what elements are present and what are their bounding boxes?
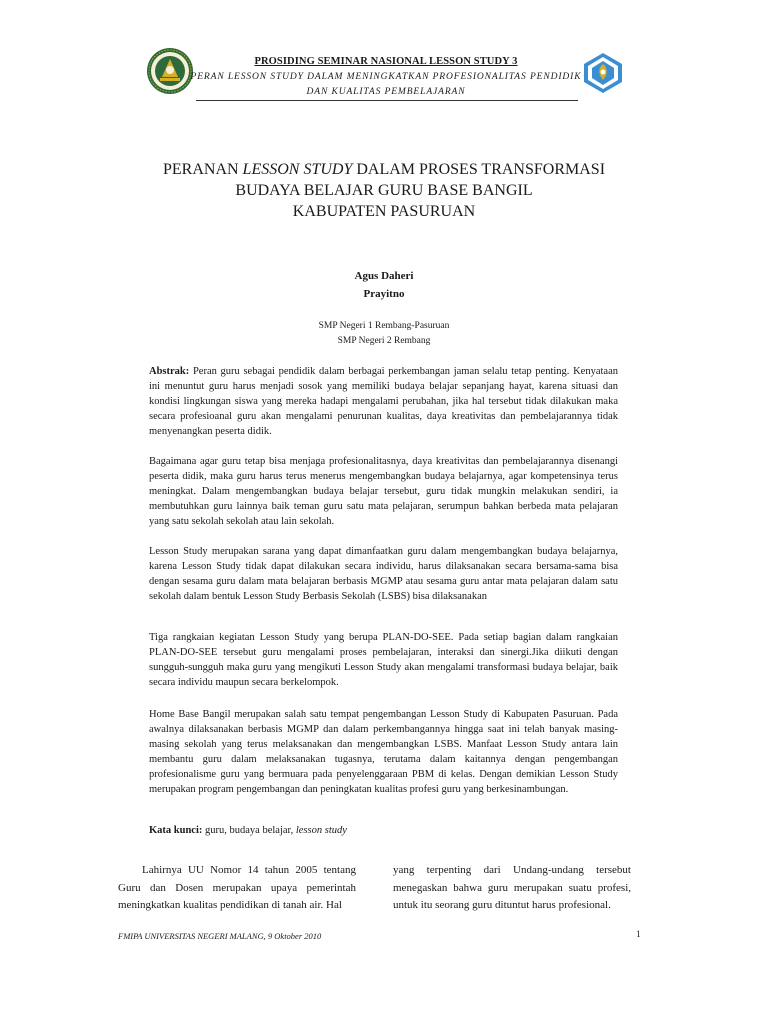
proceedings-title: PROSIDING SEMINAR NASIONAL LESSON STUDY 3: [254, 56, 518, 67]
title-text-c: DALAM PROSES TRANSFORMASI: [352, 161, 606, 178]
page-number: 1: [636, 930, 641, 940]
body-text-left: Lahirnya UU Nomor 14 tahun 2005 tentang Guru dan Dosen merupakan upaya pemerintah meningkatkan kualitas pendidikan di tanah air. Hal: [118, 864, 356, 911]
footer-venue: FMIPA UNIVERSITAS NEGERI MALANG, 9 Oktober 2010: [118, 931, 322, 941]
affiliation: SMP Negeri 2 Rembang: [337, 336, 431, 346]
author-list: [190, 267, 578, 303]
keywords-italic: lesson study: [295, 825, 347, 836]
abstract-paragraph-2: Bagaimana agar guru tetap bisa menjaga profesionalitasnya, daya kreativitas dan pembelajarannya disenangi peserta didik, maka guru harus terus menerus mengembangkan budaya belajarnya, agar kompetensinya terus meningkat. Dalam mengembangkan budaya belajar tersebut, guru tidak mungkin melakukan sendiri, ia membutuhkan guru lainnya baik teman guru satu mata pelajaran, serumpun bahkan berbeda mata pelajaran yang satu sekolah sekolah atau lain sekolah.: [149, 456, 618, 527]
author-name: Prayitno: [363, 288, 405, 300]
tut-wuri-handayani-icon: [582, 52, 624, 94]
keywords-plain: guru, budaya belajar,: [202, 825, 296, 836]
title-text-a: PERANAN: [162, 161, 243, 178]
abstract-paragraph-4: Tiga rangkaian kegiatan Lesson Study yang berupa PLAN-DO-SEE. Pada setiap bagian dalam rangkaian PLAN-DO-SEE tersebut guru mengalami proses pembelajaran, interaksi dan sinergi.Jika diikuti dengan sungguh-sungguh maka guru yang mengikuti Lesson Study akan mengalami transformasi budaya belajar, baik secara individu maupun secara berkelompok.: [149, 632, 618, 688]
title-line-3: KABUPATEN PASURUAN: [292, 203, 476, 220]
title-line-2: BUDAYA BELAJAR GURU BASE BANGIL: [235, 182, 533, 199]
proceedings-theme-line2: DAN KUALITAS PEMBELAJARAN: [306, 87, 466, 97]
header-rule: [196, 100, 578, 101]
affiliation-list: [190, 319, 578, 349]
abstract-text: Peran guru sebagai pendidik dalam berbagai perkembangan jaman selalu tetap penting. Kenyataan ini menuntut guru harus menjadi sosok yang memiliki budaya belajar sepanjang hayat, karena situasi dan kondisi lingkungan siswa yang mereka hadapi mengalami perubahan, jika hal tersebut tidak dilakukan maka secara profesioanal guru akan mengalami penurunan kualitas, daya kreativitas dan pembelajarannya tidak menyenangkan peserta didik.: [149, 366, 618, 437]
author-name: Agus Daheri: [354, 270, 414, 282]
abstract-paragraph-1: [149, 364, 618, 439]
keywords-label: Kata kunci:: [149, 825, 203, 836]
abstract-label: Abstrak:: [149, 366, 190, 377]
university-seal-icon: [146, 47, 194, 95]
title-text-italic: LESSON STUDY: [242, 161, 353, 178]
title-line-1: [100, 159, 668, 180]
abstract-paragraph-3: Lesson Study merupakan sarana yang dapat dimanfaatkan guru dalam mengembangkan budaya belajarnya, karena Lesson Study tidak dapat dilakukan secara individu, harus dilaksanakan secara bersama-sama bisa dengan sesama guru dalam mata belajaran berbasis MGMP atau sesama guru antar mata pelajaran dalam satu sekolah dalam bentuk Lesson Study Berbasis Sekolah (LSBS) bisa dilaksanakan: [149, 546, 618, 602]
affiliation: SMP Negeri 1 Rembang-Pasuruan: [318, 321, 450, 331]
proceedings-theme-line1: PERAN LESSON STUDY DALAM MENINGKATKAN PROFESIONALITAS PENDIDIK: [190, 72, 582, 82]
paper-title: [100, 159, 668, 222]
body-column-left: [118, 862, 356, 915]
body-column-right: yang terpenting dari Undang-undang tersebut menegaskan bahwa guru merupakan suatu profesi, untuk itu seorang guru dituntut harus profesional.: [393, 864, 631, 911]
keywords: [149, 823, 618, 838]
abstract-paragraph-5: Home Base Bangil merupakan salah satu tempat pengembangan Lesson Study di Kabupaten Pasuruan. Pada awalnya dilaksanakan berbasis MGMP dan dalam perkembangannya hingga saat ini telah banyak masing-masing sekolah yang terus melaksanakan dan mengembangkan LSBS. Manfaat Lesson Study antara lain membantu guru dalam melaksanakan tugasnya, terutama dalam kaitannya dengan pengembangan profesionalisme guru yang bermuara pada penyelenggaraan PBM di kelas. Dengan demikian Lesson Study merupakan program pengembangan dan peningkatan kualitas profesi guru yang berkesinambungan.: [149, 709, 618, 795]
